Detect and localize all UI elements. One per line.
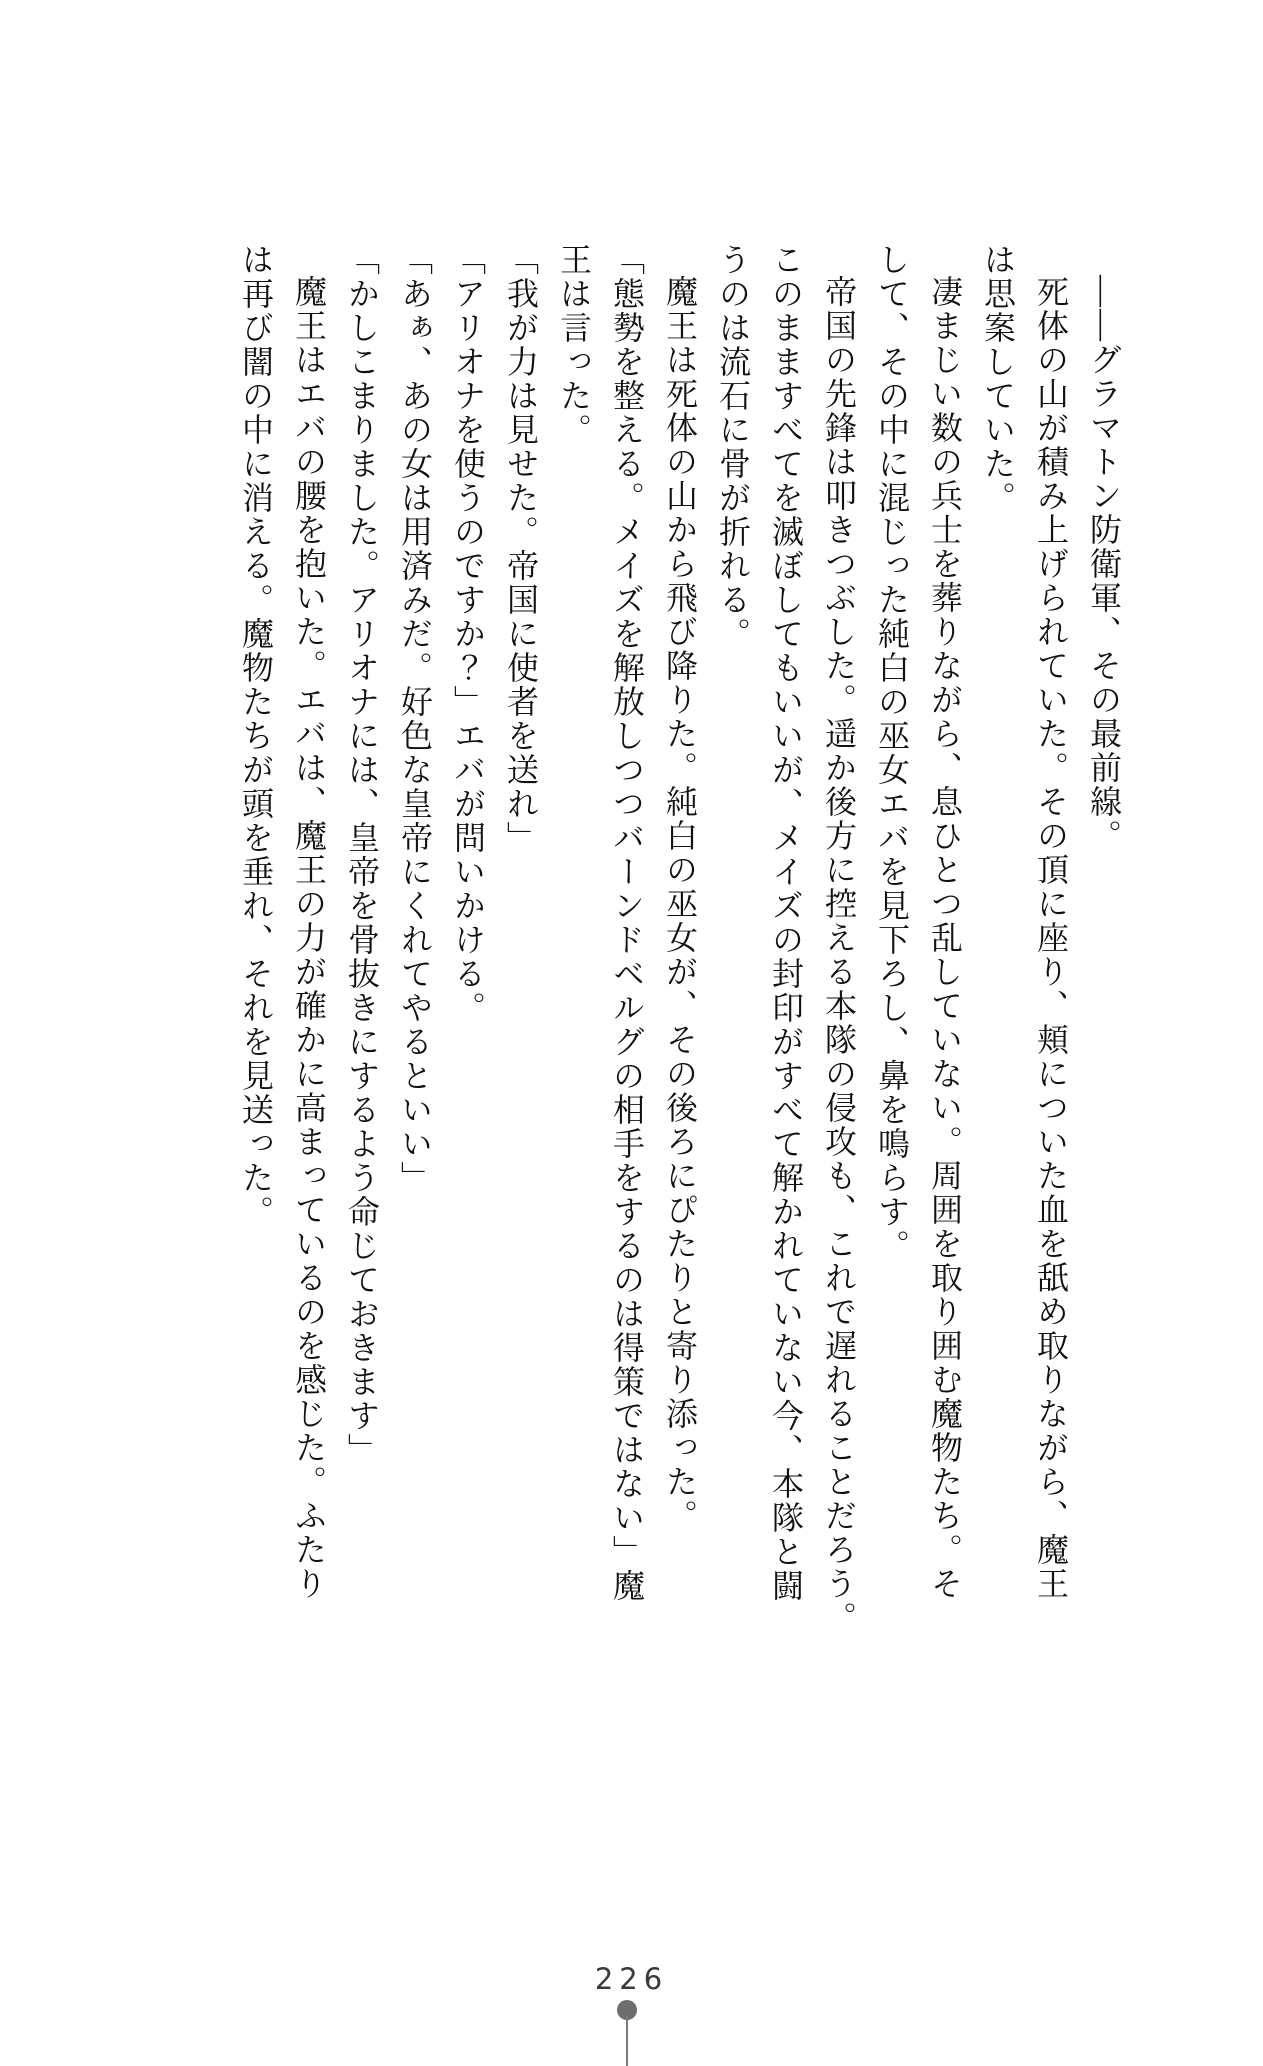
page-text [229,243,1130,1643]
anchor-line [626,2016,628,2066]
text-line: は思案していた。 [980,243,1016,515]
text-line: 魔王はエバの腰を抱いた。エバは、魔王の力が確かに高まっているのを感じた。ふたり [291,275,327,1601]
text-line: 王は言った。 [556,243,592,447]
text-line: 「アリオナを使うのですか？」エバが問いかける。 [450,243,486,1025]
text-line: ――グラマトン防衛軍、その最前線。 [1086,275,1122,853]
text-line: 帝国の先鋒は叩きつぶした。遥か後方に控える本隊の侵攻も、これで遅れることだろう。 [821,275,857,1635]
text-line: 「あぁ、あの女は用済みだ。好色な皇帝にくれてやるといい」 [397,243,433,1195]
text-line: して、その中に混じった純白の巫女エバを見下ろし、鼻を鳴らす。 [874,243,910,1263]
text-line: 「態勢を整える。メイズを解放しつつバーンドベルグの相手をするのは得策ではない」魔 [609,243,645,1603]
text-line: このまますべてを滅ぼしてもいいが、メイズの封印がすべて解かれていない今、本隊と闘 [768,243,804,1603]
page-number: 226 [594,1962,669,1996]
page-footer [0,1962,1263,1996]
text-line: 魔王は死体の山から飛び降りた。純白の巫女が、その後ろにぴたりと寄り添った。 [662,275,698,1533]
text-line: は再び闇の中に消える。魔物たちが頭を垂れ、それを見送った。 [238,243,274,1229]
text-line: 「我が力は見せた。帝国に使者を送れ」 [503,243,539,855]
text-line: 「かしこまりました。アリオナには、皇帝を骨抜きにするよう命じておきます」 [344,243,380,1467]
text-line: うのは流石に骨が折れる。 [715,243,751,651]
text-line: 凄まじい数の兵士を葬りながら、息ひとつ乱していない。周囲を取り囲む魔物たち。そ [927,275,963,1601]
text-line: 死体の山が積み上げられていた。その頂に座り、頬についた血を舐め取りながら、魔王 [1033,275,1069,1601]
